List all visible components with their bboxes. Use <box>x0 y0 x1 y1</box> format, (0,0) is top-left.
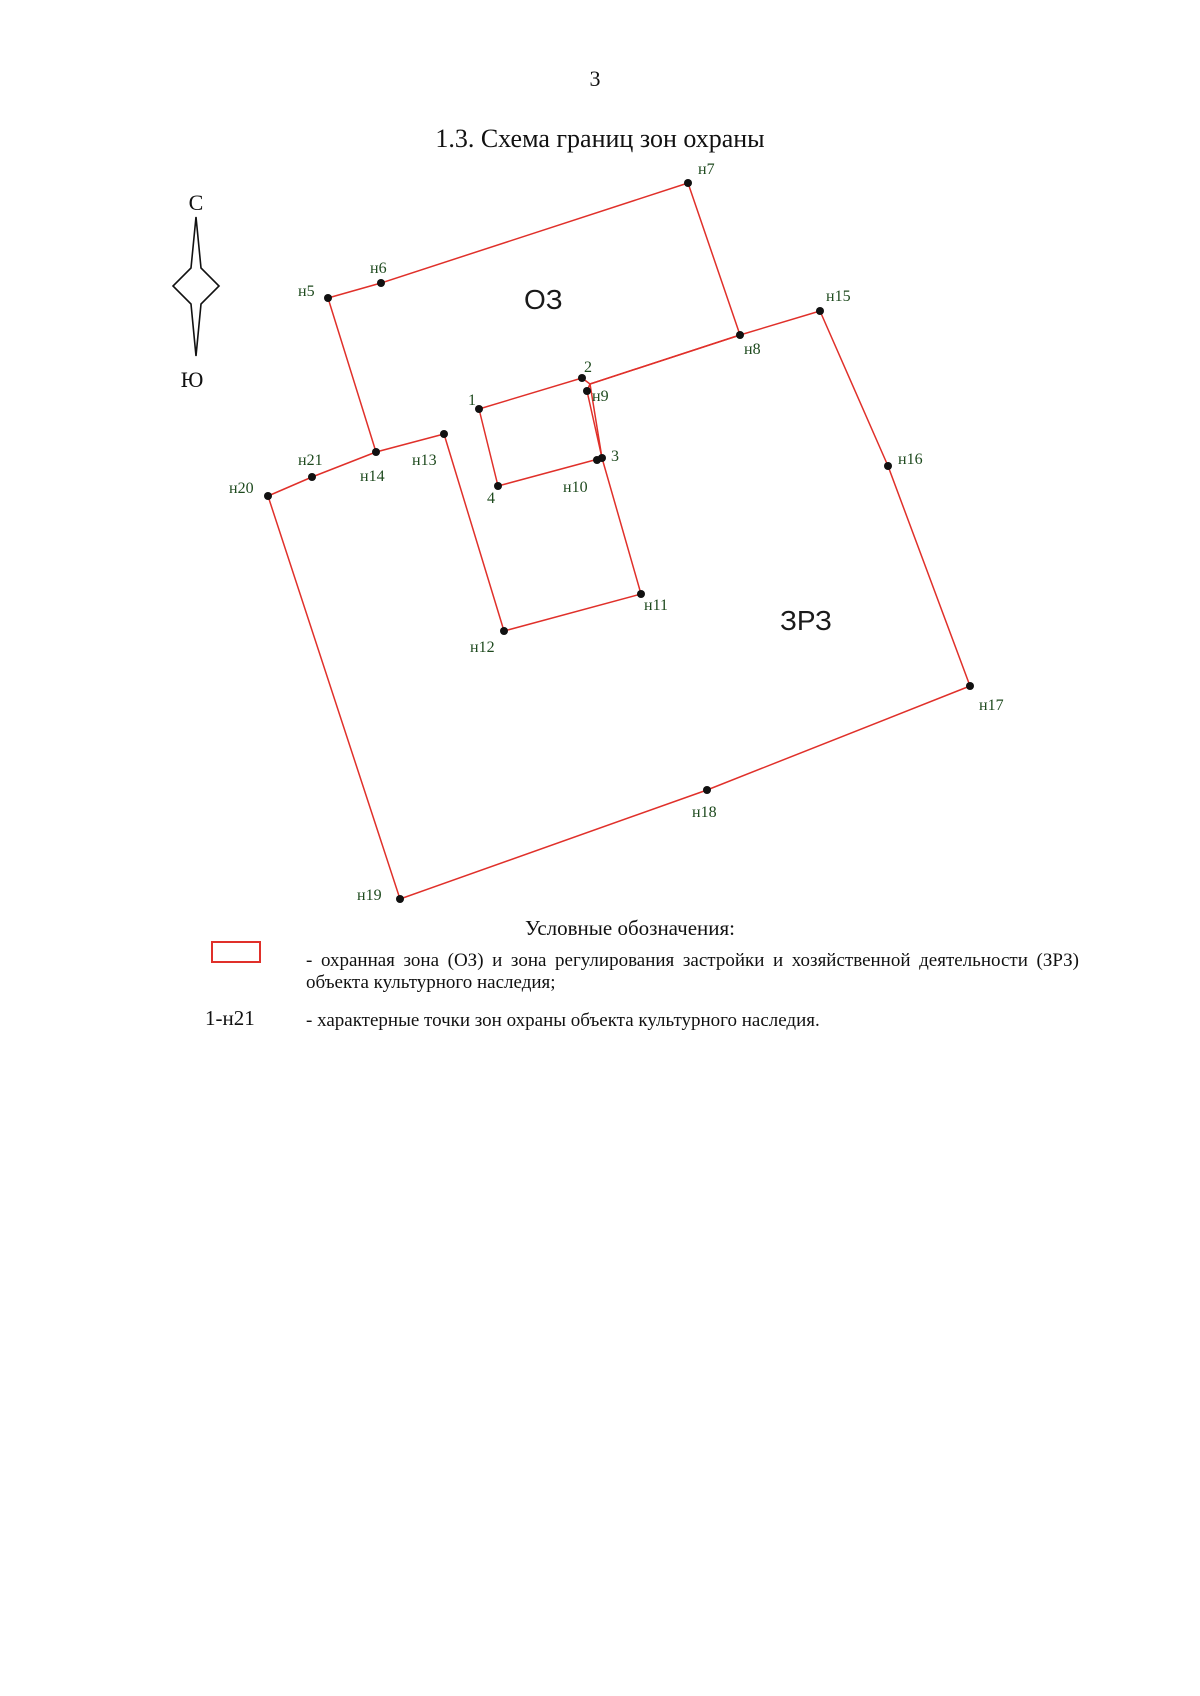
point-n17 <box>966 682 974 690</box>
compass-icon <box>173 190 219 392</box>
point-label: 4 <box>487 490 495 507</box>
compass-north-label: С <box>188 190 204 215</box>
point-label: н14 <box>360 468 385 485</box>
point-n6 <box>377 279 385 287</box>
point-label: н8 <box>744 341 761 358</box>
page-title: 1.3. Схема границ зон охраны <box>435 124 765 153</box>
point-label: н17 <box>979 697 1004 714</box>
point-label: н5 <box>298 283 315 300</box>
boundary-legend-swatch <box>211 941 261 963</box>
point-label: н10 <box>563 479 588 496</box>
point-label: 1 <box>468 392 476 409</box>
point-n20 <box>264 492 272 500</box>
regulation-zone-boundary <box>268 311 970 899</box>
point-n18 <box>703 786 711 794</box>
page-number: 3 <box>589 66 601 91</box>
point-label: н6 <box>370 260 387 277</box>
point-label: н11 <box>644 597 668 614</box>
point-n15 <box>816 307 824 315</box>
point-n13 <box>440 430 448 438</box>
point-n9 <box>583 387 591 395</box>
legend-zones-text: - охранная зона (ОЗ) и зона регулирования застройки и хозяйственной деятельности (ЗРЗ) объекта культурного наследия; <box>306 950 1079 993</box>
point-label: н15 <box>826 288 851 305</box>
point-label: н7 <box>698 161 715 178</box>
point-label: н18 <box>692 804 717 821</box>
point-n8 <box>736 331 744 339</box>
point-label: н21 <box>298 452 323 469</box>
legend-points-text: - характерные точки зон охраны объекта культурного наследия. <box>306 1010 820 1031</box>
point-n14 <box>372 448 380 456</box>
point-1 <box>475 405 483 413</box>
point-label: н19 <box>357 887 382 904</box>
point-4 <box>494 482 502 490</box>
point-label: н9 <box>592 388 609 405</box>
point-n19 <box>396 895 404 903</box>
point-n5 <box>324 294 332 302</box>
point-label: н16 <box>898 451 923 468</box>
point-n16 <box>884 462 892 470</box>
object-territory-boundary <box>479 378 602 486</box>
zone-label-zrz: ЗРЗ <box>780 605 832 636</box>
point-n21 <box>308 473 316 481</box>
point-n7 <box>684 179 692 187</box>
point-n10 <box>593 456 601 464</box>
point-n12 <box>500 627 508 635</box>
point-label: н12 <box>470 639 495 656</box>
compass-south-label: Ю <box>180 367 204 392</box>
legend-points-key: 1-н21 <box>205 1006 255 1030</box>
protection-zone-boundary <box>328 183 740 452</box>
point-label: н20 <box>229 480 254 497</box>
point-label: н13 <box>412 452 437 469</box>
zone-label-oz: ОЗ <box>524 284 563 315</box>
point-label: 3 <box>611 448 619 465</box>
legend-heading: Условные обозначения: <box>524 916 736 940</box>
point-label: 2 <box>584 359 592 376</box>
